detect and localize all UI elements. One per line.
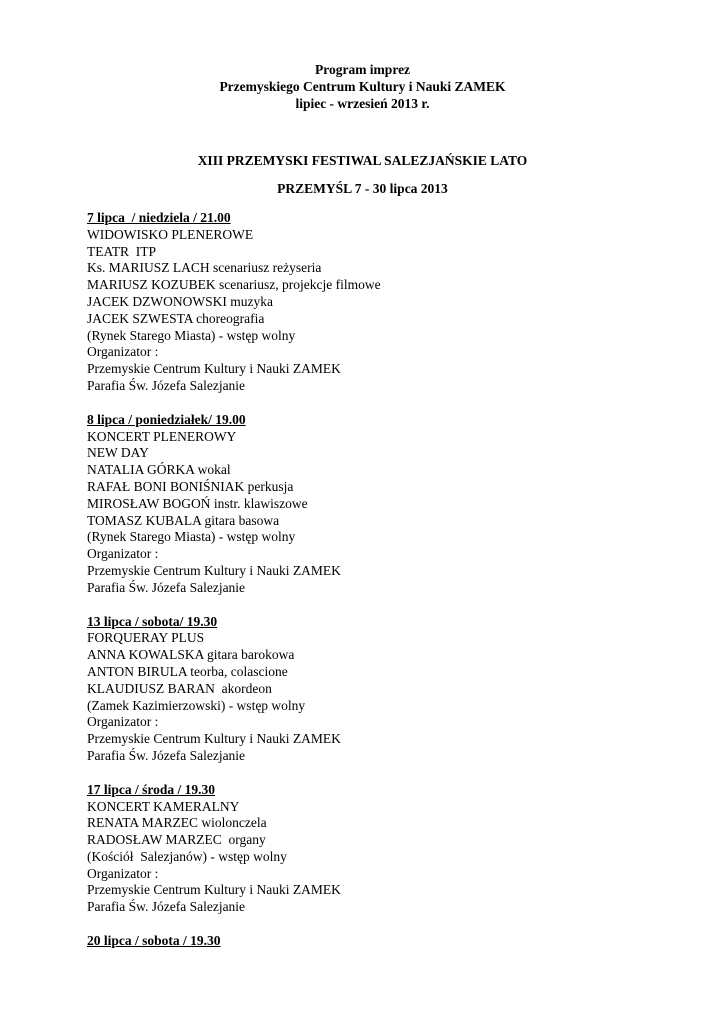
- event-detail-line: Parafia Św. Józefa Salezjanie: [87, 579, 246, 595]
- event-detail-line: NATALIA GÓRKA wokal: [87, 462, 231, 478]
- event-detail-line: Przemyskie Centrum Kultury i Nauki ZAMEK: [87, 562, 341, 578]
- event-detail-line: MARIUSZ KOZUBEK scenariusz, projekcje filmowe: [87, 277, 381, 293]
- event-detail-line: KONCERT PLENEROWY: [87, 428, 237, 444]
- event-detail-line: (Kościół Salezjanów) - wstęp wolny: [87, 848, 287, 864]
- event-detail-line: TEATR ITP: [87, 243, 156, 259]
- event-detail-line: Parafia Św. Józefa Salezjanie: [87, 377, 246, 393]
- event-detail-line: JACEK DZWONOWSKI muzyka: [87, 293, 273, 309]
- event-detail-line: Organizator :: [87, 546, 159, 562]
- event-detail-line: Organizator :: [87, 865, 159, 881]
- event-detail-line: (Rynek Starego Miasta) - wstęp wolny: [87, 327, 296, 343]
- event-detail-line: Przemyskie Centrum Kultury i Nauki ZAMEK: [87, 882, 341, 898]
- event-detail-line: ANNA KOWALSKA gitara barokowa: [87, 647, 295, 663]
- event-detail-line: Organizator :: [87, 344, 159, 360]
- event-list: [87, 210, 687, 967]
- event-detail-line: Ks. MARIUSZ LACH scenariusz reżyseria: [87, 260, 322, 276]
- event-detail-line: FORQUERAY PLUS: [87, 630, 205, 646]
- event-date: 8 lipca / poniedziałek/ 19.00: [87, 411, 246, 427]
- event-detail-line: Organizator :: [87, 714, 159, 730]
- event-detail-line: RENATA MARZEC wiolonczela: [87, 815, 267, 831]
- event-detail-line: KONCERT KAMERALNY: [87, 798, 240, 814]
- event-detail-line: TOMASZ KUBALA gitara basowa: [87, 512, 280, 528]
- event-detail-line: NEW DAY: [87, 445, 149, 461]
- event-detail-line: Parafia Św. Józefa Salezjanie: [87, 899, 246, 915]
- event-detail-line: (Zamek Kazimierzowski) - wstęp wolny: [87, 697, 306, 713]
- event-date: 7 lipca / niedziela / 21.00: [87, 210, 231, 225]
- event-entry: [87, 782, 687, 916]
- event-detail-line: JACEK SZWESTA choreografia: [87, 310, 265, 326]
- event-detail-line: ANTON BIRULA teorba, colascione: [87, 663, 288, 679]
- event-entry: [87, 933, 687, 950]
- event-entry: [87, 412, 687, 597]
- event-detail-line: Przemyskie Centrum Kultury i Nauki ZAMEK: [87, 361, 341, 377]
- event-entry: [87, 210, 687, 395]
- event-date: 20 lipca / sobota / 19.30: [87, 933, 221, 949]
- header-line-period: lipiec - wrzesień 2013 r.: [295, 96, 430, 111]
- event-detail-line: WIDOWISKO PLENEROWE: [87, 226, 254, 242]
- event-detail-line: (Rynek Starego Miasta) - wstęp wolny: [87, 529, 296, 545]
- header-line-program: Program imprez: [314, 62, 411, 77]
- event-detail-line: RADOSŁAW MARZEC organy: [87, 832, 266, 848]
- event-date: 17 lipca / środa / 19.30: [87, 781, 216, 797]
- event-detail-line: Przemyskie Centrum Kultury i Nauki ZAMEK: [87, 731, 341, 747]
- event-detail-line: MIROSŁAW BOGOŃ instr. klawiszowe: [87, 495, 308, 511]
- event-detail-line: Parafia Św. Józefa Salezjanie: [87, 747, 246, 763]
- festival-title: XIII PRZEMYSKI FESTIWAL SALEZJAŃSKIE LATO: [197, 153, 528, 168]
- event-entry: [87, 614, 687, 765]
- festival-subtitle: PRZEMYŚL 7 - 30 lipca 2013: [277, 181, 448, 196]
- header-line-institution: Przemyskiego Centrum Kultury i Nauki ZAMEK: [219, 79, 506, 94]
- event-detail-line: KLAUDIUSZ BARAN akordeon: [87, 680, 272, 696]
- event-date: 13 lipca / sobota/ 19.30: [87, 613, 218, 629]
- document-header: [0, 61, 725, 112]
- event-detail-line: RAFAŁ BONI BONIŚNIAK perkusja: [87, 478, 294, 494]
